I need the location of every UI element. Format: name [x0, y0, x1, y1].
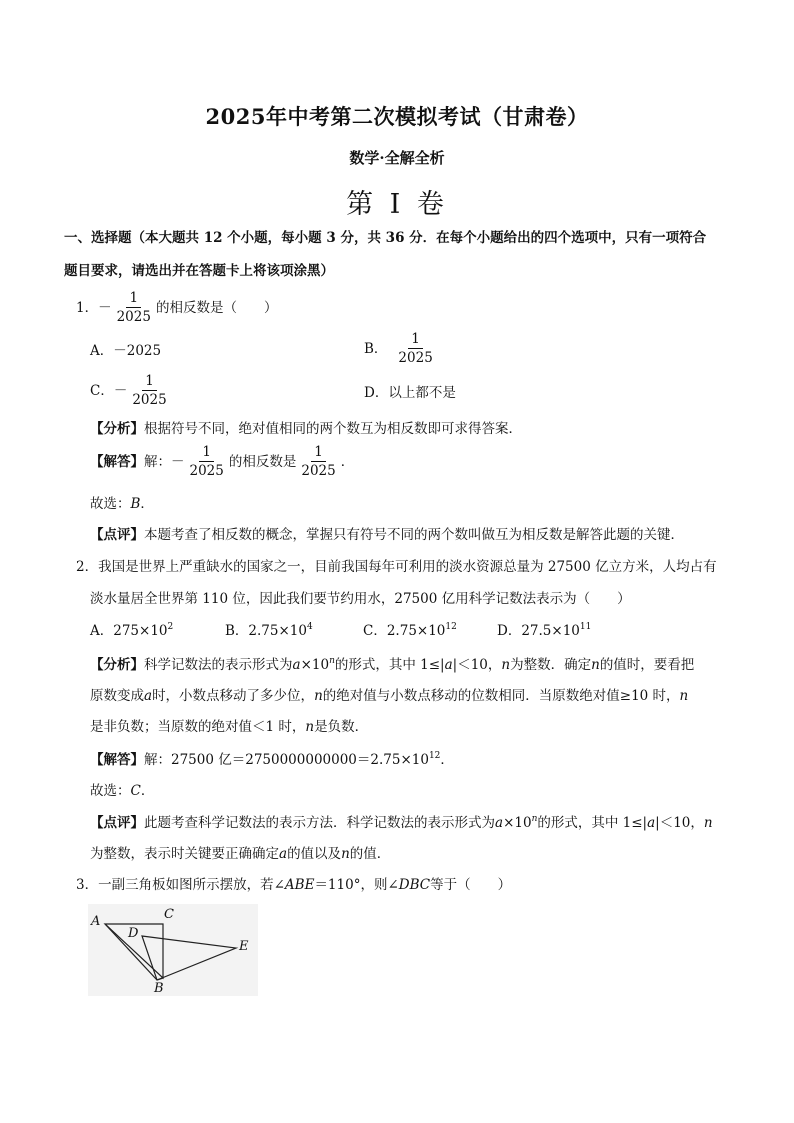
comment-text: 为整数，表示时关键要正确确定 [90, 846, 279, 862]
var-n: n [329, 656, 335, 666]
fraction-numerator: 1 [311, 444, 326, 462]
option-text: 以上都不是 [388, 385, 456, 401]
point-label-b: B [154, 981, 164, 996]
option-c [363, 621, 457, 641]
fraction [187, 444, 227, 479]
q1-choice [90, 494, 154, 514]
triangle-set-square-figure [88, 904, 258, 996]
var-a: a [144, 688, 153, 704]
answer-label: 【解答】 [90, 752, 144, 768]
q2-analysis-line2 [90, 686, 688, 706]
analysis-text: 根据符号不同，绝对值相同的两个数互为相反数即可求得答案． [144, 421, 522, 437]
option-base: 2.75×10 [248, 623, 307, 639]
fraction [298, 444, 338, 479]
minus-sign: － [113, 382, 128, 399]
section-instructions-line2: 题目要求，请选出并在答题卡上将该项涂黑） [64, 263, 334, 279]
fraction-denominator: 2025 [398, 350, 433, 366]
choice-letter: B [130, 496, 141, 512]
stem-text: ＝110°，则∠ [314, 877, 399, 893]
var-n: n [531, 814, 538, 824]
answer-end: ． [340, 453, 355, 470]
answer-exponent: 12 [428, 751, 441, 761]
option-base: 27.5×10 [521, 623, 580, 639]
q1-answer [90, 444, 354, 479]
comment-text: 本题考查了相反数的概念，掌握只有符号不同的两个数叫做互为相反数是解答此题的关键． [144, 527, 684, 543]
q1-comment [90, 525, 684, 545]
var-n: n [341, 846, 350, 862]
option-b [225, 621, 313, 641]
option-b [364, 331, 438, 366]
var-a: a [647, 815, 656, 831]
choice-end: ． [140, 783, 155, 799]
question-stem-tail: 的相反数是（ ） [155, 299, 278, 316]
analysis-text: 科学记数法的表示形式为 [144, 657, 293, 673]
point-label-e: E [239, 939, 249, 954]
var-a: a [279, 846, 288, 862]
var-n: n [314, 688, 323, 704]
comment-text: 此题考查科学记数法的表示方法．科学记数法的表示形式为 [144, 815, 495, 831]
option-a [90, 621, 173, 641]
question-2-line1: 2．我国是世界上严重缺水的国家之一，目前我国每年可利用的淡水资源总量为 27500 亿立方米，人均占有 [76, 559, 717, 575]
option-exponent: 12 [445, 622, 457, 632]
point-label-c: C [164, 907, 174, 922]
var-a: a [444, 657, 453, 673]
comment-text: 的值以及 [287, 846, 342, 862]
q2-answer [90, 750, 454, 770]
var-n: n [501, 657, 511, 673]
section-instructions-line1: 一、选择题（本大题共 12 个小题，每小题 3 分，共 36 分．在每个小题给出的四个选项中，只有一项符合 [64, 230, 707, 246]
fraction-numerator: 1 [126, 290, 141, 308]
var-n: n [703, 815, 713, 831]
analysis-text: 的绝对值与小数点移动的位数相同．当原数绝对值≥10 时， [322, 688, 680, 704]
var-n: n [305, 719, 315, 735]
option-label: B． [364, 340, 388, 357]
analysis-text: ×10 [300, 657, 330, 673]
fraction-denominator: 2025 [189, 463, 224, 479]
fraction [395, 331, 435, 366]
q2-choice [90, 781, 154, 801]
question-2-line2: 淡水量居全世界第 110 位，因此我们要节约用水，27500 亿用科学记数法表示为（ ） [90, 591, 631, 607]
volume-heading: 第 I 卷 [346, 189, 448, 220]
comment-text: 的形式，其中 1≤| [537, 815, 648, 831]
comment-text: ×10 [503, 815, 532, 831]
option-label: D． [497, 623, 522, 639]
fraction-numerator: 1 [199, 444, 214, 462]
option-text: －2025 [113, 343, 162, 359]
q2-analysis-line1 [90, 655, 694, 675]
angle-name: ABE [284, 877, 315, 893]
answer-end: ． [440, 752, 454, 768]
q1-analysis [90, 419, 522, 439]
option-label: A． [90, 343, 114, 359]
option-c [90, 373, 172, 408]
triangle-dbe [142, 936, 236, 980]
var-n: n [591, 657, 600, 673]
fraction [129, 373, 169, 408]
fraction-denominator: 2025 [132, 392, 167, 408]
option-label: C． [363, 623, 387, 639]
option-a [90, 341, 161, 361]
option-exponent: 4 [306, 622, 313, 632]
comment-label: 【点评】 [90, 815, 144, 831]
comment-text: 的值． [349, 846, 391, 862]
fraction [114, 290, 154, 325]
fraction-denominator: 2025 [116, 309, 151, 325]
question-3-stem [76, 875, 511, 895]
answer-middle: 的相反数是 [228, 453, 297, 470]
analysis-text: |＜10， [452, 657, 502, 673]
analysis-text: 是非负数；当原数的绝对值＜1 时， [90, 719, 306, 735]
comment-label: 【点评】 [90, 527, 144, 543]
analysis-label: 【分析】 [90, 421, 144, 437]
option-d [497, 621, 591, 641]
point-label-d: D [128, 926, 139, 941]
analysis-text: 的形式，其中 1≤| [334, 657, 445, 673]
var-a: a [495, 815, 504, 831]
choice-prefix: 故选： [90, 783, 131, 799]
angle-name: DBC [398, 877, 431, 893]
stem-text: 3．一副三角板如图所示摆放，若∠ [76, 877, 285, 893]
option-base: 2.75×10 [386, 623, 446, 639]
analysis-text: 为整数．确定 [510, 657, 592, 673]
page-title: 2025年中考第二次模拟考试（甘肃卷） [205, 104, 589, 129]
stem-text: 等于（ ） [430, 877, 512, 893]
fraction-numerator: 1 [142, 373, 157, 391]
q2-comment-line2 [90, 844, 390, 864]
option-label: B． [225, 623, 249, 639]
answer-prefix: 解：－ [144, 453, 185, 470]
question-number: 1． [76, 299, 99, 316]
comment-text: |＜10， [655, 815, 704, 831]
analysis-text: 是负数． [314, 719, 369, 735]
analysis-label: 【分析】 [90, 657, 144, 673]
choice-end: ． [140, 496, 154, 512]
option-d [364, 383, 456, 403]
question-1-stem [76, 290, 277, 325]
analysis-text: 原数变成 [90, 688, 144, 704]
option-label: D． [364, 385, 389, 401]
answer-label: 【解答】 [90, 453, 144, 470]
q2-analysis-line3 [90, 717, 368, 737]
fraction-numerator: 1 [408, 331, 423, 349]
analysis-text: 的值时，要看把 [599, 657, 695, 673]
var-n: n [679, 688, 689, 704]
analysis-text: 时，小数点移动了多少位， [152, 688, 315, 704]
choice-prefix: 故选： [90, 496, 131, 512]
page-subtitle: 数学·全解全析 [349, 149, 445, 167]
minus-sign: － [98, 299, 112, 316]
option-label: C． [90, 382, 114, 399]
fraction-denominator: 2025 [301, 463, 336, 479]
var-a: a [292, 657, 301, 673]
option-label: A． [90, 623, 114, 639]
option-exponent: 2 [167, 622, 174, 632]
option-base: 275×10 [113, 623, 168, 639]
choice-letter: C [130, 783, 141, 799]
option-exponent: 11 [579, 622, 592, 632]
q2-comment-line1 [90, 813, 713, 833]
point-label-a: A [91, 914, 101, 929]
answer-text: 解：27500 亿＝2750000000000＝2.75×10 [144, 752, 429, 768]
